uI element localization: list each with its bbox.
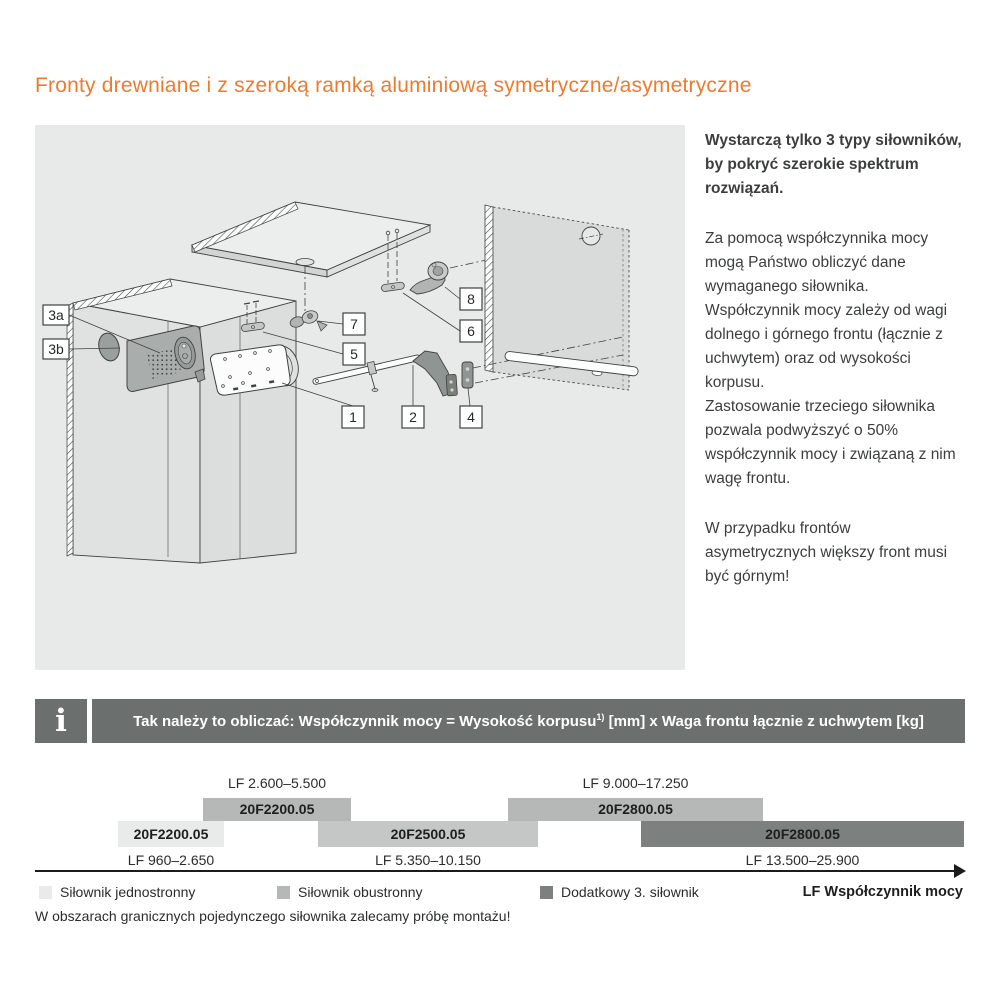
hatched-edge bbox=[485, 205, 493, 372]
callout-1-label: 1 bbox=[349, 409, 357, 425]
legend-item-third bbox=[540, 884, 699, 900]
formula-text: Tak należy to obliczać: Współczynnik mocy = Wysokość korpusu$^{1)}$ [mm] x Waga frontu łącznie z uchwytem [kg] bbox=[133, 711, 924, 730]
diagram-drawing bbox=[35, 125, 685, 670]
range-label-bottom-20f2200: LF 960–2.650 bbox=[127, 852, 215, 868]
page-title: Fronty drewniane i z szeroką ramką aluminiową symetryczne/asymetryczne bbox=[35, 74, 752, 97]
range-label-top-20f2200: LF 2.600–5.500 bbox=[227, 775, 327, 791]
legend-label: Dodatkowy 3. siłownik bbox=[561, 884, 699, 900]
bar-20f2800-double: 20F2800.05 bbox=[508, 798, 763, 821]
range-label-bottom-20f2800: LF 13.500–25.900 bbox=[745, 852, 860, 868]
side-text-heading: Wystarczą tylko 3 typy siłowników, by pokryć szerokie spektrum rozwiązań. bbox=[705, 132, 962, 197]
callout-5 bbox=[343, 343, 365, 365]
range-label-top-20f2800: LF 9.000–17.250 bbox=[582, 775, 689, 791]
legend-swatch-dark bbox=[540, 886, 553, 899]
callout-7-label: 7 bbox=[350, 316, 358, 332]
legend-swatch-light bbox=[39, 886, 52, 899]
callout-3a bbox=[43, 305, 69, 325]
telescopic-lever-arm bbox=[312, 351, 457, 396]
callout-3b-label: 3b bbox=[48, 341, 64, 357]
bar-20f2800-third: 20F2800.05 bbox=[641, 821, 964, 847]
callout-4-label: 4 bbox=[467, 409, 475, 425]
formula-bar bbox=[92, 699, 965, 743]
info-icon: i bbox=[55, 702, 67, 739]
callout-3b bbox=[43, 339, 69, 359]
side-text-paragraph-1: Za pomocą współczynnika mocy mogą Państwo obliczyć dane wymaganego siłownika. Współczynnik mocy zależy od wagi dolnego i górnego frontu (łącznie z uchwytem) oraz od wysokości korpusu. bbox=[705, 230, 948, 391]
legend-swatch-medium bbox=[277, 886, 290, 899]
callout-1 bbox=[342, 406, 364, 428]
legend-item-double bbox=[277, 884, 423, 900]
bracket-8 bbox=[410, 262, 448, 294]
callout-2 bbox=[402, 406, 424, 428]
side-text-column bbox=[705, 129, 965, 589]
bar-20f2200-single: 20F2200.05 bbox=[118, 821, 224, 847]
legend-item-single bbox=[39, 884, 195, 900]
callout-8-label: 8 bbox=[467, 291, 475, 307]
bar-20f2500: 20F2500.05 bbox=[318, 821, 538, 847]
ceiling-drill-hole bbox=[296, 259, 314, 266]
callout-7 bbox=[343, 313, 365, 335]
range-label-bottom-20f2500: LF 5.350–10.150 bbox=[375, 852, 481, 868]
legend-label: Siłownik obustronny bbox=[298, 884, 423, 900]
side-text-paragraph-3: W przypadku frontów asymetrycznych większy front musi być górnym! bbox=[705, 520, 948, 585]
bar-20f2200-double: 20F2200.05 bbox=[203, 798, 351, 821]
side-text-paragraph-2: Zastosowanie trzeciego siłownika pozwala podwyższyć o 50% współczynnik mocy i związaną z nim wagę frontu. bbox=[705, 398, 956, 487]
exploded-view-diagram bbox=[35, 125, 685, 670]
front-fixing-plate-4 bbox=[462, 362, 473, 388]
lf-axis-arrowhead bbox=[954, 864, 966, 878]
callout-4 bbox=[460, 406, 482, 428]
front-door-panel bbox=[473, 205, 639, 390]
callout-6-label: 6 bbox=[467, 323, 475, 339]
callout-3a-label: 3a bbox=[48, 307, 64, 323]
cabinet-carcass bbox=[67, 279, 296, 563]
legend-label: Siłownik jednostronny bbox=[60, 884, 196, 900]
callout-6 bbox=[460, 320, 482, 342]
lf-axis-label: LF Współczynnik mocy bbox=[802, 884, 963, 900]
callout-5-label: 5 bbox=[350, 346, 358, 362]
door-knob-hole bbox=[582, 227, 600, 245]
callout-8 bbox=[460, 288, 482, 310]
formula-footnote-marker: 1) bbox=[596, 711, 605, 722]
callout-2-label: 2 bbox=[409, 409, 417, 425]
lf-axis-line bbox=[35, 870, 958, 872]
footer-note: W obszarach granicznych pojedynczego siłownika zalecamy próbę montażu! bbox=[35, 908, 511, 924]
info-icon-box bbox=[35, 699, 87, 743]
